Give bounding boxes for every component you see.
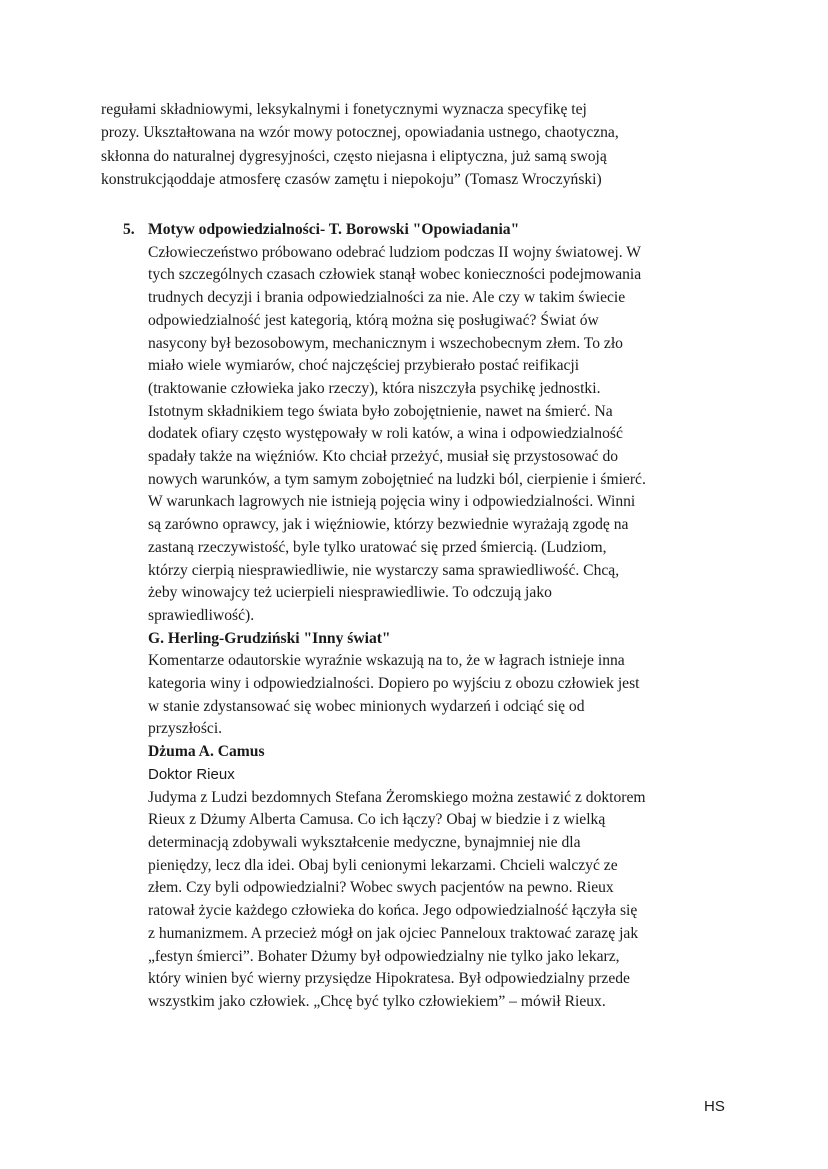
rieux-label: Doktor Rieux [148, 765, 235, 783]
text-line: skłonna do naturalnej dygresyjności, często niejasna i eliptyczna, już samą swoją [101, 147, 607, 165]
text-line: miało wiele wymiarów, choć najczęściej przybierało postać reifikacji [148, 357, 580, 375]
text-line: są zarówno oprawcy, jak i więźniowie, którzy bezwiednie wyrażają zgodę na [148, 516, 629, 534]
text-line: z humanizmem. A przecież mógł on jak ojciec Panneloux traktować zarazę jak [148, 924, 639, 942]
text-line: nowych warunków, a tym samym zobojętnieć na ludzki ból, cierpienie i śmierć. [148, 470, 646, 488]
text-line: Człowieczeństwo próbowano odebrać ludziom podczas II wojny światowej. W [148, 243, 641, 261]
section-title: Motyw odpowiedzialności- T. Borowski "Opowiadania" [148, 221, 520, 238]
text-line: Judyma z Ludzi bezdomnych Stefana Żeromskiego można zestawić z doktorem [148, 788, 646, 806]
text-line: ratował życie każdego człowieka do końca. Jego odpowiedzialność łączyła się [148, 902, 638, 920]
text-line: który winien być wierny przysiędze Hipokratesa. Był odpowiedzialny przede [148, 970, 630, 988]
text-line: wszystkim jako człowiek. „Chcę być tylko człowiekiem” – mówił Rieux. [148, 992, 606, 1010]
text-line: Komentarze odautorskie wyraźnie wskazują na to, że w łagrach istnieje inna [148, 652, 625, 670]
text-line: żeby winowajcy też ucierpieli niesprawiedliwie. To odczują jako [148, 584, 552, 602]
text-line: złem. Czy byli odpowiedzialni? Wobec swych pacjentów na pewno. Rieux [148, 879, 614, 897]
list-item-5 [123, 219, 748, 1014]
text-line: przyszłości. [148, 720, 223, 738]
text-line: sprawiedliwość). [148, 606, 255, 624]
text-line: trudnych decyzji i brania odpowiedzialności za nie. Ale czy w takim świecie [148, 289, 626, 307]
text-line: zastaną rzeczywistość, byle tylko uratować się przed śmiercią. (Ludziom, [148, 538, 607, 556]
list-number: 5. [123, 221, 135, 238]
text-line: nasycony był bezosobowym, mechanicznym i wszechobecnym złem. To zło [148, 334, 623, 352]
footer-initials: HS [704, 1098, 725, 1115]
text-line: kategoria winy i odpowiedzialności. Dopiero po wyjściu z obozu człowiek jest [148, 675, 640, 693]
text-line: konstrukcjąoddaje atmosferę czasów zamętu i niepokoju” (Tomasz Wroczyński) [101, 170, 602, 188]
text-line: spadały także na więźniów. Kto chciał przeżyć, musiał się przystosować do [148, 448, 619, 466]
text-line: W warunkach lagrowych nie istnieją pojęcia winy i odpowiedzialności. Winni [148, 493, 636, 511]
herling-heading: G. Herling-Grudziński "Inny świat" [148, 629, 391, 647]
camus-paragraph [148, 787, 748, 1014]
intro-paragraph [101, 98, 721, 191]
borowski-paragraph [148, 242, 748, 628]
herling-paragraph [148, 650, 748, 741]
text-line: „festyn śmierci”. Bohater Dżumy był odpowiedzialny nie tylko jako lekarz, [148, 947, 620, 965]
text-line: którzy cierpią niesprawiedliwie, nie wystarczy sama sprawiedliwość. Chcą, [148, 561, 620, 579]
text-line: dodatek ofiary często występowały w roli katów, a wina i odpowiedzialność [148, 425, 623, 443]
text-line: determinacją zdobywali wykształcenie medyczne, bynajmniej nie dla [148, 833, 581, 851]
camus-heading: Dżuma A. Camus [148, 743, 265, 761]
text-line: prozy. Ukształtowana na wzór mowy potocznej, opowiadania ustnego, chaotyczna, [101, 124, 619, 142]
text-line: regułami składniowymi, leksykalnymi i fonetycznymi wyznacza specyfikę tej [101, 101, 587, 118]
text-line: (traktowanie człowieka jako rzeczy), która niszczyła psychikę jednostki. [148, 379, 601, 397]
text-line: odpowiedzialność jest kategorią, którą można się posługiwać? Świat ów [148, 311, 599, 329]
text-line: Rieux z Dżumy Alberta Camusa. Co ich łączy? Obaj w biedzie i z wielką [148, 811, 606, 829]
text-line: pieniędzy, lecz dla idei. Obaj byli cenionymi lekarzami. Chcieli walczyć ze [148, 856, 618, 874]
text-line: tych szczególnych czasach człowiek stanął wobec konieczności podejmowania [148, 266, 642, 284]
text-line: Istotnym składnikiem tego świata było zobojętnienie, nawet na śmierć. Na [148, 402, 613, 420]
text-line: w stanie zdystansować się wobec minionych wydarzeń i odciąć się od [148, 697, 585, 715]
